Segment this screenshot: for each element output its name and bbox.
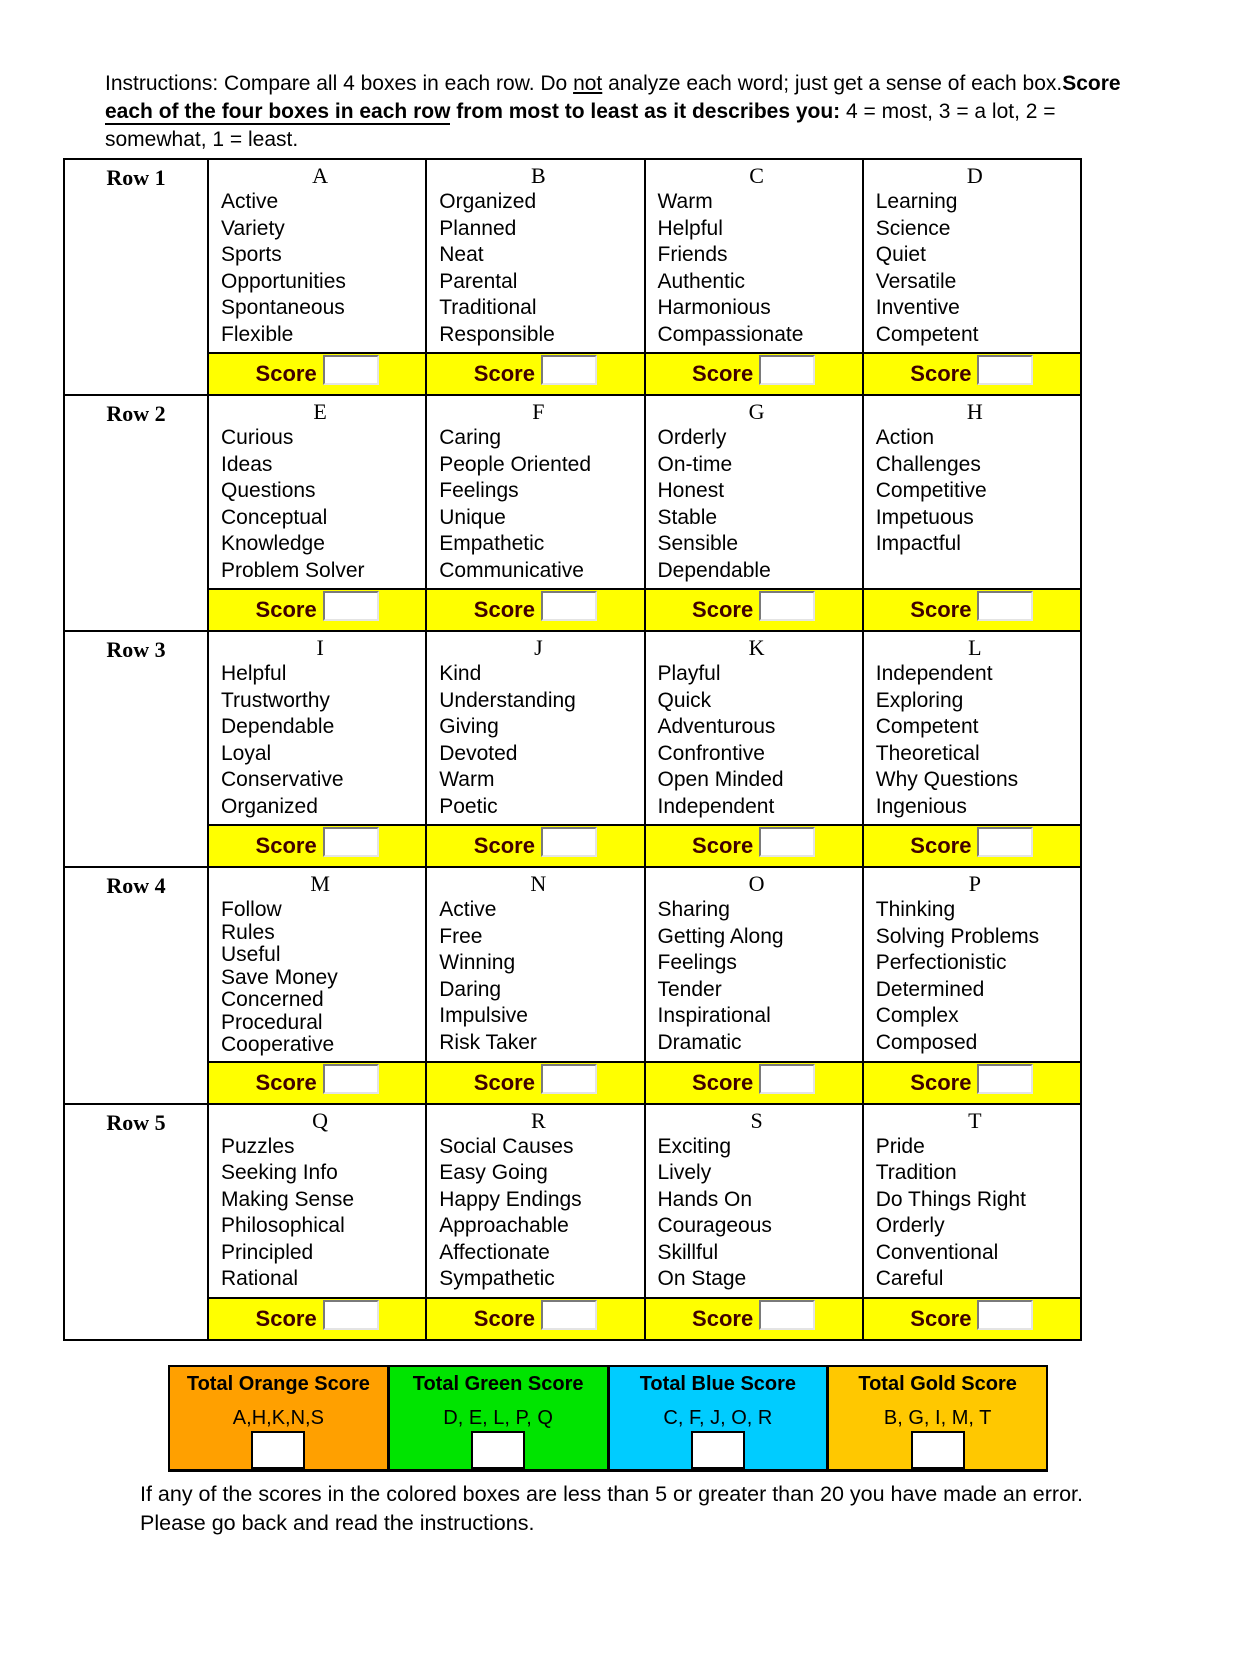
score-input[interactable]	[323, 827, 379, 857]
score-input[interactable]	[323, 1064, 379, 1094]
word: Easy Going	[439, 1161, 548, 1184]
score-label: Score	[910, 597, 972, 622]
word: Sensible	[657, 532, 739, 555]
word-box	[646, 1105, 862, 1297]
row-label: Row 4	[65, 868, 207, 1103]
score-strip	[646, 588, 862, 630]
word: Impulsive	[439, 1004, 528, 1027]
word: Exploring	[875, 688, 964, 712]
word-box	[209, 868, 425, 1061]
word-list	[876, 1134, 1074, 1293]
table-row	[65, 394, 1080, 630]
score-input[interactable]	[541, 1300, 597, 1330]
word: Competent	[875, 322, 979, 346]
word: Puzzles	[221, 1134, 295, 1158]
score-input[interactable]	[323, 1300, 379, 1330]
word: Impactful	[875, 532, 961, 555]
word: Opportunities	[221, 269, 346, 293]
total-title: Total Orange Score	[186, 1372, 370, 1395]
word: Unique	[439, 505, 506, 529]
score-label: Score	[473, 1069, 535, 1095]
score-input[interactable]	[759, 827, 815, 857]
score-strip	[209, 352, 425, 394]
word: Loyal	[221, 741, 272, 765]
total-score-input[interactable]	[911, 1431, 965, 1469]
worksheet-page	[0, 70, 1236, 1538]
score-strip	[427, 1297, 643, 1339]
word: Authentic	[657, 269, 746, 293]
word: Science	[875, 216, 951, 240]
word: Useful	[221, 943, 281, 966]
word: Approachable	[439, 1214, 569, 1237]
word-box	[864, 632, 1080, 824]
score-label: Score	[473, 1305, 535, 1331]
total-title: Total Gold Score	[858, 1372, 1017, 1395]
word: Orderly	[657, 426, 727, 449]
table-row	[65, 160, 1080, 394]
word-box	[864, 868, 1080, 1061]
word: Solving Problems	[875, 924, 1040, 948]
score-strip	[646, 352, 862, 394]
word-list	[221, 897, 419, 1057]
word: Conceptual	[221, 505, 328, 529]
score-strip	[646, 1061, 862, 1103]
word-list	[439, 897, 637, 1056]
score-label: Score	[255, 1069, 317, 1095]
word: Friends	[657, 243, 728, 266]
score-input[interactable]	[977, 355, 1033, 385]
total-score-cell	[170, 1367, 387, 1469]
word-list	[221, 1134, 419, 1293]
score-input[interactable]	[977, 1064, 1033, 1094]
box-letter: H	[966, 399, 983, 424]
word: Poetic	[439, 794, 498, 818]
score-input[interactable]	[323, 355, 379, 385]
score-input[interactable]	[541, 355, 597, 385]
score-input[interactable]	[323, 591, 379, 621]
word: Stable	[657, 505, 718, 529]
score-strip	[427, 824, 643, 866]
word: Making Sense	[221, 1187, 355, 1211]
score-strip	[427, 352, 643, 394]
score-label: Score	[692, 361, 754, 386]
word: Composed	[875, 1030, 978, 1054]
instructions-part2: analyze each word; just get a sense of each box.	[602, 72, 1063, 95]
word: Theoretical	[875, 741, 980, 765]
box-letter: B	[531, 163, 546, 188]
word: Getting Along	[657, 924, 784, 948]
total-score-cell	[387, 1367, 607, 1469]
word-box	[864, 160, 1080, 352]
word: Quick	[657, 688, 712, 712]
word-box	[864, 1105, 1080, 1297]
box-letter: P	[968, 871, 981, 896]
word-list	[876, 189, 1074, 348]
word: Cooperative	[221, 1033, 335, 1056]
word: Challenges	[875, 452, 981, 476]
word: Rational	[221, 1267, 299, 1290]
word: Independent	[657, 794, 775, 818]
word: Principled	[221, 1240, 314, 1264]
word-box-column	[862, 1105, 1080, 1339]
word: Compassionate	[657, 322, 804, 346]
score-strip	[209, 1297, 425, 1339]
instructions-bold-underlined: each of the four boxes in each row	[105, 100, 451, 123]
word: Save Money	[221, 965, 338, 989]
score-strip	[427, 588, 643, 630]
box-letter: J	[534, 635, 543, 660]
word: Communicative	[439, 558, 584, 582]
word: Helpful	[221, 662, 287, 685]
score-label: Score	[692, 833, 754, 858]
word-box-column	[862, 396, 1080, 630]
word: Lively	[657, 1161, 712, 1184]
score-label: Score	[255, 597, 317, 622]
word: Kind	[439, 662, 482, 685]
word: Concerned	[221, 988, 324, 1011]
word-box	[646, 868, 862, 1061]
score-label: Score	[692, 1305, 754, 1331]
word-box	[427, 1105, 643, 1297]
score-input[interactable]	[977, 1300, 1033, 1330]
word: Knowledge	[221, 532, 325, 555]
word: Planned	[439, 216, 517, 240]
word: Learning	[875, 190, 958, 213]
box-letter: G	[748, 399, 765, 424]
word: Open Minded	[657, 768, 784, 791]
word: Free	[439, 924, 483, 948]
total-letters: C, F, J, O, R	[663, 1406, 773, 1429]
word-list	[439, 1134, 637, 1293]
word: Active	[221, 190, 279, 213]
word-box-column	[425, 1105, 643, 1339]
word-box-column	[425, 160, 643, 394]
score-input[interactable]	[759, 1064, 815, 1094]
word: Sharing	[657, 898, 730, 921]
score-input[interactable]	[541, 1064, 597, 1094]
word: Problem Solver	[221, 558, 365, 582]
box-letter: I	[316, 635, 324, 660]
score-label: Score	[473, 597, 535, 622]
word-box-column	[207, 1105, 425, 1339]
word-list	[439, 661, 637, 820]
instructions	[105, 70, 1150, 154]
word-list	[876, 661, 1074, 820]
word: Understanding	[439, 688, 576, 712]
score-label: Score	[255, 361, 317, 386]
word: Dependable	[657, 558, 771, 582]
table-row	[65, 866, 1080, 1103]
total-score-input[interactable]	[691, 1431, 745, 1469]
word: Feelings	[439, 479, 519, 502]
word: Hands On	[657, 1187, 753, 1211]
score-strip	[646, 824, 862, 866]
score-label: Score	[473, 361, 535, 386]
word: Parental	[439, 269, 518, 293]
score-label: Score	[910, 361, 972, 386]
word-box-column	[862, 632, 1080, 866]
total-score-input[interactable]	[251, 1431, 305, 1469]
word: Complex	[875, 1004, 959, 1027]
word: On Stage	[657, 1267, 747, 1290]
word: Risk Taker	[439, 1030, 537, 1054]
word-box-column	[207, 868, 425, 1103]
total-letters: D, E, L, P, Q	[443, 1406, 553, 1429]
word: Happy Endings	[439, 1187, 582, 1211]
word: Procedural	[221, 1010, 323, 1034]
word: Thinking	[875, 898, 956, 921]
score-input[interactable]	[977, 591, 1033, 621]
box-letter: Q	[312, 1107, 329, 1133]
instructions-bold-lead: Score	[1062, 72, 1121, 95]
word: Feelings	[657, 951, 737, 974]
word-box	[427, 160, 643, 352]
word-box	[646, 632, 862, 824]
score-label: Score	[255, 833, 317, 858]
instructions-part3: 4 = most, 3 = a lot, 2 = somewhat, 1 = least.	[105, 100, 1056, 151]
word-box	[646, 396, 862, 588]
word-box-column	[644, 632, 862, 866]
word: Inventive	[875, 296, 960, 319]
total-score-input[interactable]	[471, 1431, 525, 1469]
word: Conventional	[875, 1240, 999, 1264]
score-strip	[646, 1297, 862, 1339]
row-label: Row 1	[65, 160, 207, 394]
word: Sports	[221, 243, 282, 266]
table-row	[65, 1103, 1080, 1339]
word-list	[876, 897, 1074, 1056]
word: Dependable	[221, 715, 335, 738]
word: Social Causes	[439, 1134, 574, 1158]
word: Perfectionistic	[875, 951, 1007, 974]
word: Responsible	[439, 322, 555, 346]
word: Careful	[875, 1267, 944, 1290]
box-letter: T	[968, 1107, 982, 1133]
word: Competitive	[875, 479, 987, 502]
word: Dramatic	[657, 1030, 742, 1054]
word-box-column	[862, 160, 1080, 394]
word-box	[864, 396, 1080, 588]
box-letter: D	[966, 163, 983, 188]
word: Philosophical	[221, 1214, 345, 1237]
instructions-part1: Instructions: Compare all 4 boxes in each row. Do	[105, 72, 574, 95]
word-box-column	[644, 868, 862, 1103]
word-box	[646, 160, 862, 352]
word-list	[658, 425, 856, 584]
box-letter: N	[530, 871, 547, 896]
box-letter: O	[748, 871, 765, 896]
word: Independent	[875, 662, 993, 685]
word-list	[221, 189, 419, 348]
box-letter: L	[968, 635, 982, 660]
word: Tradition	[875, 1161, 957, 1184]
word-box-column	[644, 1105, 862, 1339]
word: Questions	[221, 479, 316, 502]
word: Flexible	[221, 322, 294, 346]
score-input[interactable]	[977, 827, 1033, 857]
word: Confrontive	[657, 741, 765, 765]
instructions-bold-tail: from most to least as it describes you:	[450, 100, 841, 123]
word: Versatile	[875, 269, 957, 293]
score-strip	[209, 824, 425, 866]
word: Neat	[439, 243, 484, 266]
word-box-column	[207, 396, 425, 630]
score-strip	[209, 588, 425, 630]
word-list	[221, 661, 419, 820]
word: Adventurous	[657, 715, 776, 738]
word: Why Questions	[875, 768, 1019, 791]
row-label: Row 3	[65, 632, 207, 866]
box-letter: R	[531, 1107, 546, 1133]
score-input[interactable]	[759, 355, 815, 385]
word-box	[209, 632, 425, 824]
score-strip	[864, 824, 1080, 866]
word: Seeking Info	[221, 1161, 338, 1184]
word: Harmonious	[657, 296, 771, 319]
word: Trustworthy	[221, 688, 330, 712]
word-box	[209, 396, 425, 588]
total-title: Total Green Score	[412, 1372, 584, 1395]
word-box-column	[425, 632, 643, 866]
error-note: If any of the scores in the colored boxes are less than 5 or greater than 20 you have made an error. Please go back and read the instructions.	[140, 1481, 1089, 1535]
word-list	[439, 189, 637, 348]
word-box-column	[644, 396, 862, 630]
totals-table	[168, 1365, 1048, 1472]
word-list	[658, 189, 856, 348]
box-letter: K	[748, 635, 765, 660]
word: Determined	[875, 977, 985, 1001]
word: Giving	[439, 715, 499, 738]
word: Variety	[221, 216, 285, 240]
box-letter: A	[312, 163, 329, 188]
word: Rules	[221, 920, 275, 944]
score-label: Score	[255, 1305, 317, 1331]
score-input[interactable]	[759, 591, 815, 621]
score-label: Score	[910, 1069, 972, 1095]
word: Curious	[221, 426, 294, 449]
word: Impetuous	[875, 505, 974, 529]
score-table	[63, 158, 1082, 1341]
box-letter: F	[532, 399, 545, 424]
word-box-column	[425, 868, 643, 1103]
word-box-column	[425, 396, 643, 630]
word-box	[209, 160, 425, 352]
word: Sympathetic	[439, 1267, 555, 1290]
word: Empathetic	[439, 532, 545, 555]
box-letter: S	[750, 1107, 763, 1133]
word-list	[876, 425, 1074, 558]
score-strip	[864, 1297, 1080, 1339]
score-strip	[209, 1061, 425, 1103]
word: People Oriented	[439, 452, 592, 476]
word: Organized	[439, 190, 537, 213]
score-input[interactable]	[541, 591, 597, 621]
word-box	[427, 396, 643, 588]
table-row	[65, 630, 1080, 866]
word-box-column	[207, 160, 425, 394]
score-strip	[864, 1061, 1080, 1103]
word: Orderly	[875, 1214, 945, 1237]
score-label: Score	[910, 1305, 972, 1331]
word: Ideas	[221, 452, 273, 476]
word: Competent	[875, 715, 979, 738]
box-letter: C	[749, 163, 764, 188]
word: Conservative	[221, 768, 344, 791]
score-input[interactable]	[541, 827, 597, 857]
word: Ingenious	[875, 794, 967, 818]
word: Devoted	[439, 741, 518, 765]
word: Action	[875, 426, 935, 449]
word-list	[658, 1134, 856, 1293]
score-input[interactable]	[759, 1300, 815, 1330]
row-label: Row 5	[65, 1105, 207, 1339]
word: Spontaneous	[221, 296, 345, 319]
word-box	[427, 632, 643, 824]
word-list	[658, 897, 856, 1056]
word: Warm	[657, 190, 713, 213]
score-label: Score	[473, 833, 535, 858]
word: Playful	[657, 662, 721, 685]
word: Affectionate	[439, 1240, 550, 1264]
word-box-column	[862, 868, 1080, 1103]
word: Tender	[657, 977, 722, 1001]
box-letter: E	[313, 399, 327, 424]
score-label: Score	[910, 833, 972, 858]
word-box	[209, 1105, 425, 1297]
word: Helpful	[657, 216, 723, 240]
word-box	[427, 868, 643, 1061]
word: Exciting	[657, 1134, 732, 1158]
word: Pride	[875, 1134, 925, 1158]
total-score-cell	[826, 1367, 1046, 1469]
word: Winning	[439, 951, 516, 974]
box-letter: M	[310, 871, 330, 896]
word: Inspirational	[657, 1004, 771, 1027]
word: Warm	[439, 768, 495, 791]
word: Organized	[221, 794, 318, 818]
word: On-time	[657, 452, 733, 476]
total-title: Total Blue Score	[639, 1372, 797, 1395]
score-label: Score	[692, 1069, 754, 1095]
word-list	[221, 425, 419, 584]
word: Daring	[439, 977, 502, 1001]
word: Traditional	[439, 296, 537, 319]
total-letters: B, G, I, M, T	[883, 1406, 992, 1429]
word: Honest	[657, 479, 725, 502]
word-list	[439, 425, 637, 584]
word: Caring	[439, 426, 502, 449]
instructions-not-underlined: not	[573, 72, 603, 95]
word-box-column	[207, 632, 425, 866]
score-label: Score	[692, 597, 754, 622]
score-strip	[864, 588, 1080, 630]
row-label: Row 2	[65, 396, 207, 630]
word: Follow	[221, 898, 282, 921]
word: Active	[439, 898, 497, 921]
score-strip	[864, 352, 1080, 394]
total-letters: A,H,K,N,S	[232, 1406, 324, 1429]
word: Quiet	[875, 243, 926, 266]
word-box-column	[644, 160, 862, 394]
score-strip	[427, 1061, 643, 1103]
word: Do Things Right	[875, 1187, 1026, 1211]
total-score-cell	[607, 1367, 827, 1469]
word: Courageous	[657, 1214, 772, 1237]
word: Skillful	[657, 1240, 719, 1264]
word-list	[658, 661, 856, 820]
